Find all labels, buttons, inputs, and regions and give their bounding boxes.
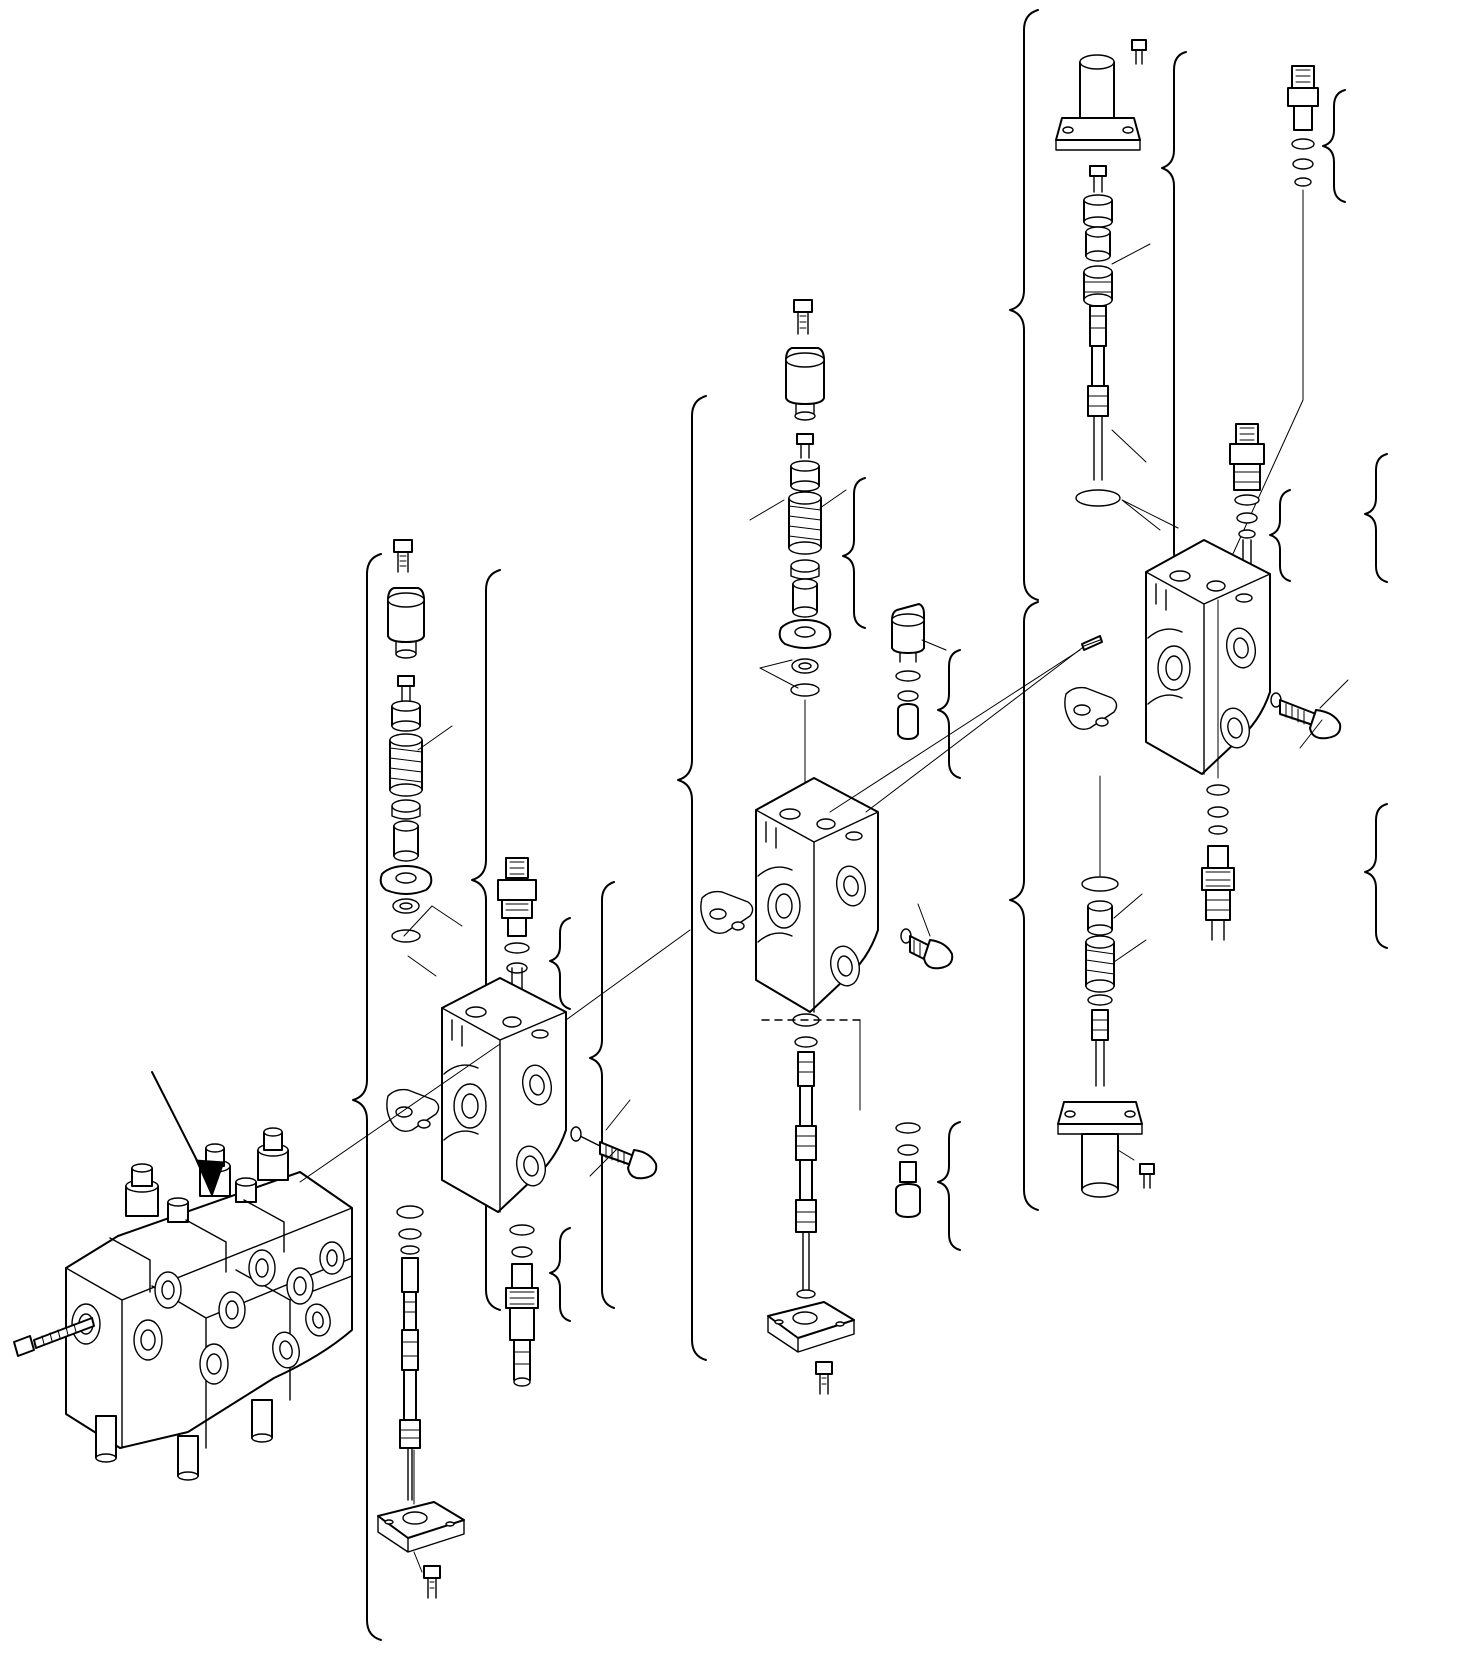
middle-side-plug-assembly bbox=[901, 904, 952, 968]
brace-middle-outer bbox=[678, 396, 706, 1360]
left-column-spring bbox=[390, 734, 422, 796]
left-column-screw bbox=[398, 676, 414, 700]
brace-right-small-d bbox=[1270, 490, 1290, 581]
brace-middle-small-a bbox=[938, 650, 960, 778]
right-leaders-upper bbox=[1112, 244, 1178, 530]
right-valve-body bbox=[1146, 540, 1270, 774]
middle-flange-plate bbox=[780, 620, 831, 648]
right-valve-gasket bbox=[1065, 688, 1117, 730]
middle-seal-a bbox=[792, 659, 818, 673]
right-collar-a bbox=[1086, 227, 1110, 261]
left-cartridge-valve bbox=[498, 858, 536, 990]
middle-lower-bolt bbox=[816, 1362, 832, 1394]
left-column-flange-plate bbox=[381, 866, 432, 894]
left-valve-body bbox=[442, 978, 566, 1212]
left-column-seal-a bbox=[393, 899, 419, 913]
left-column-bushing bbox=[394, 821, 418, 861]
middle-valve-gasket bbox=[701, 892, 753, 934]
middle-spring bbox=[789, 492, 821, 554]
brace-right-small-b bbox=[1365, 454, 1387, 582]
middle-top-bolt bbox=[794, 300, 812, 334]
brace-middle-small-b bbox=[938, 1122, 960, 1250]
right-solenoid-top bbox=[1056, 40, 1146, 150]
left-to-middle-leader bbox=[566, 930, 690, 1020]
brace-right-outer bbox=[1010, 10, 1038, 600]
brace-left-outer bbox=[353, 554, 381, 1640]
left-lower-spool bbox=[400, 1258, 420, 1500]
middle-washer-a bbox=[791, 560, 819, 579]
assembly-pointer-arrow bbox=[152, 1072, 224, 1196]
left-column-bolt-top bbox=[394, 540, 412, 572]
left-lower-cartridge bbox=[506, 1225, 538, 1386]
brace-right-small-c bbox=[1365, 804, 1387, 948]
left-column-spring-seat-1 bbox=[392, 701, 420, 731]
left-lower-bolt bbox=[424, 1566, 440, 1598]
left-column-washer-a bbox=[392, 800, 420, 819]
right-screw-upper bbox=[1090, 166, 1106, 192]
middle-small-cartridge bbox=[892, 604, 946, 739]
brace-left-small-b bbox=[550, 1228, 570, 1321]
right-spring-seat bbox=[1084, 195, 1112, 227]
brace-left-small-a bbox=[550, 918, 570, 1009]
left-side-plug-assembly bbox=[571, 1100, 656, 1178]
right-lower-solenoid bbox=[1058, 1102, 1154, 1197]
middle-oring bbox=[791, 684, 819, 696]
left-column-oring bbox=[392, 930, 420, 942]
middle-lower-base-plate bbox=[768, 1302, 854, 1352]
brace-right-upper bbox=[1162, 52, 1186, 570]
right-collar-b bbox=[1084, 266, 1112, 306]
left-lower-base-plate bbox=[378, 1502, 464, 1552]
brace-left-sub bbox=[590, 882, 614, 1308]
brace-right-small-a bbox=[1323, 90, 1345, 202]
middle-top-plug bbox=[786, 348, 824, 420]
right-spool-shaft bbox=[1088, 306, 1108, 480]
brace-middle-upper bbox=[843, 478, 865, 628]
left-column-plug bbox=[388, 588, 424, 658]
middle-bushing bbox=[793, 579, 817, 617]
right-side-plug-assembly bbox=[1271, 680, 1348, 748]
middle-lower-small-parts bbox=[896, 1123, 920, 1217]
middle-screw bbox=[797, 434, 813, 458]
left-lower-washer-a bbox=[397, 1206, 423, 1254]
middle-lower-stack bbox=[793, 1014, 819, 1298]
right-lower-spool-stack bbox=[1082, 776, 1146, 1086]
right-large-oring bbox=[1076, 490, 1120, 506]
left-valve-gasket bbox=[387, 1090, 439, 1132]
middle-spring-seat bbox=[791, 461, 819, 491]
middle-valve-body bbox=[756, 778, 878, 1012]
middle-to-right-leader bbox=[830, 650, 1080, 812]
